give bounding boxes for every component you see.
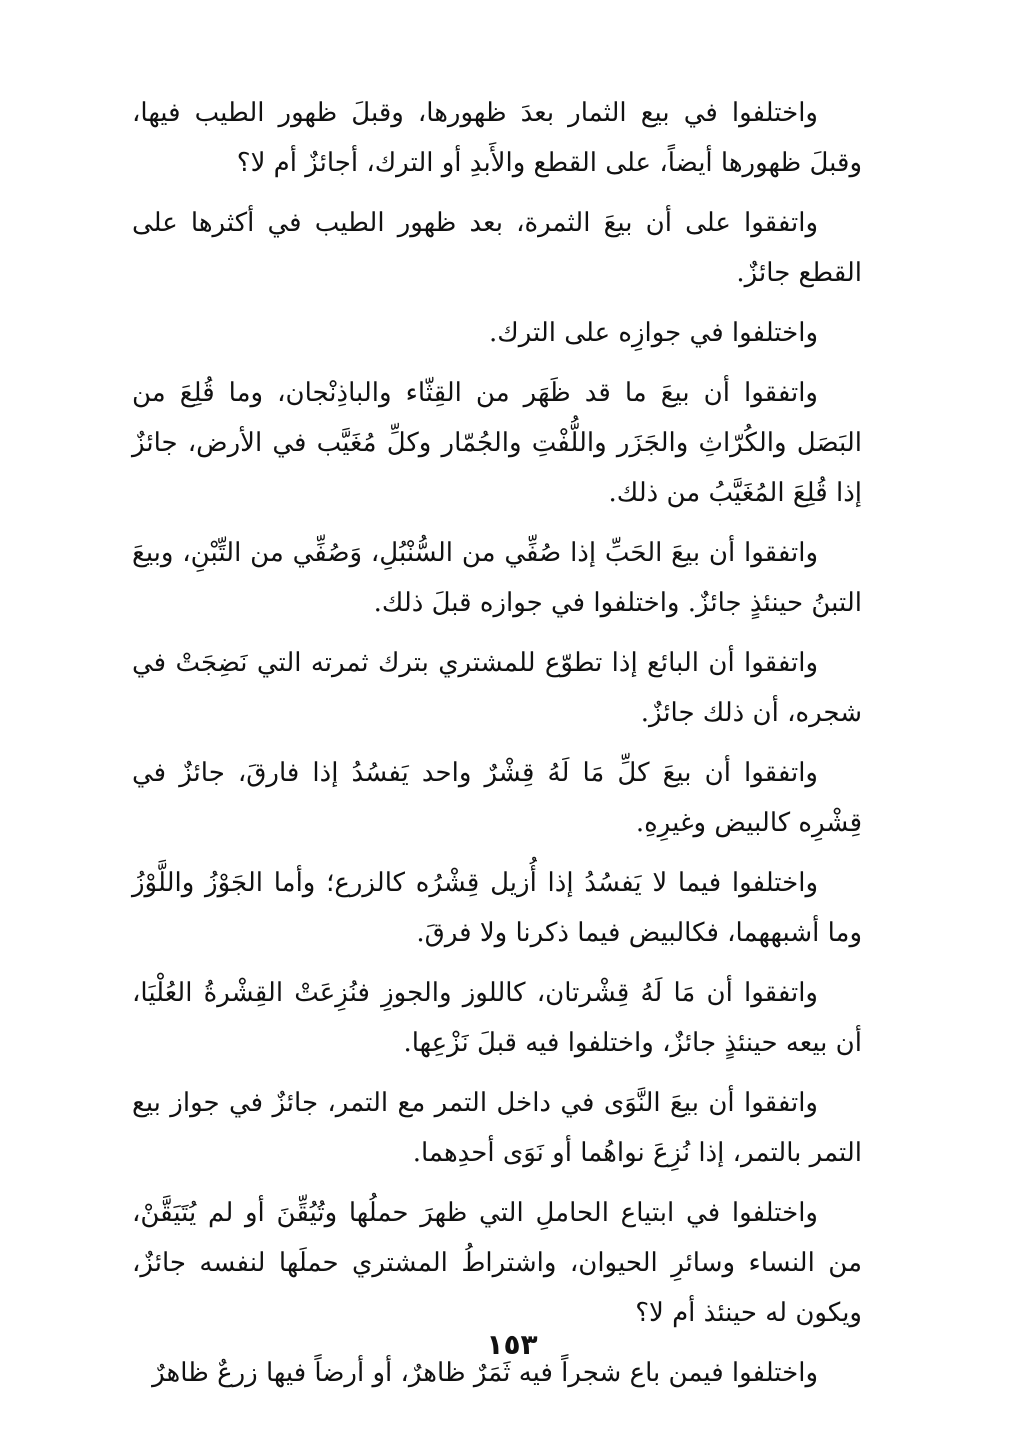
paragraph-6: واتفقوا أن البائع إذا تطوّع للمشتري بترك ثمرته التي نَضِجَتْ في شجره، أن ذلك جائزٌ. [132,648,862,728]
paragraph-1: واختلفوا في بيع الثمار بعدَ ظهورها، وقبلَ ظهور الطيب فيها، وقبلَ ظهورها أيضاً، على القطع والأَبدِ أو الترك، أجائزٌ أم لا؟ [132,98,862,178]
paragraph-10: واتفقوا أن بيعَ النَّوَى في داخل التمر مع التمر، جائزٌ في جواز بيع التمر بالتمر، إذا نُزِعَ نواهُما أو نَوَى أحدِهما. [132,1088,862,1168]
paragraph-8: واختلفوا فيما لا يَفسُدُ إذا أُزيل قِشْرُه كالزرع؛ وأما الجَوْزُ واللَّوْزُ وما أشبههما، فكالبيض فيما ذكرنا ولا فرقَ. [132,868,862,948]
paragraph-3: واختلفوا في جوازِه على الترك. [489,318,818,348]
paragraph-5: واتفقوا أن بيعَ الحَبِّ إذا صُفِّي من السُّنْبُلِ، وَصُفِّي من التِّبْنِ، وبيعَ التبنُ حينئذٍ جائزٌ. واختلفوا في جوازه قبلَ ذلك. [132,538,862,618]
paragraph-2: واتفقوا على أن بيعَ الثمرة، بعد ظهور الطيب في أكثرها على القطع جائزٌ. [132,208,862,288]
paragraph-12: واختلفوا فيمن باع شجراً فيه ثَمَرٌ ظاهرٌ، أو أرضاً فيها زرعٌ ظاهرٌ [152,1358,818,1388]
page-number: ١٥٣ [486,1328,538,1361]
paragraph-11: واختلفوا في ابتياع الحاملِ التي ظهرَ حملُها وتُيُقِّنَ أو لم يُتَيَقَّنْ، من النساء وسائرِ الحيوان، واشتراطُ المشتري حملَها لنفسه جائزٌ، ويكون له حينئذ أم لا؟ [132,1198,862,1328]
paragraph-9: واتفقوا أن مَا لَهُ قِشْرتان، كاللوز والجوزِ فنُزِعَتْ القِشْرةُ العُلْيَا، أن بيعه حينئذٍ جائزٌ، واختلفوا فيه قبلَ نَزْعِها. [132,978,862,1058]
page-body [132,88,862,1408]
paragraph-4: واتفقوا أن بيعَ ما قد ظَهَر من القِثّاء والباذِنْجان، وما قُلِعَ من البَصَل والكُرّاثِ والجَزَر واللُّفْتِ والجُمّار وكلِّ مُغَيَّب في الأرض، جائزٌ إذا قُلِعَ المُغَيَّبُ من ذلك. [132,378,862,508]
paragraph-7: واتفقوا أن بيعَ كلِّ مَا لَهُ قِشْرٌ واحد يَفسُدُ إذا فارقَ، جائزٌ في قِشْرِه كالبيض وغيرِهِ. [132,758,862,838]
